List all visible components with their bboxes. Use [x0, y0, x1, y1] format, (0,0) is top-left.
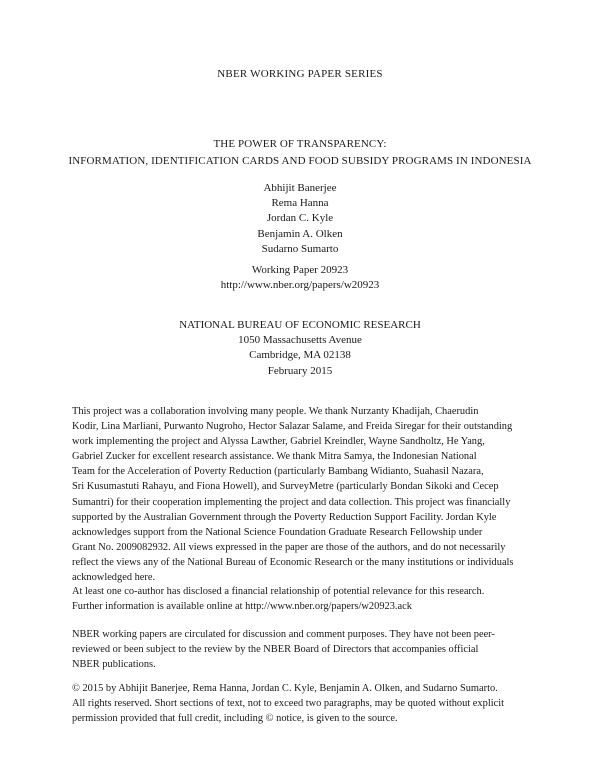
text-line: Further information is available online at http://www.nber.org/papers/w20923.ack [72, 601, 412, 613]
text-line: permission provided that full credit, including © notice, is given to the source. [72, 713, 398, 725]
working-paper-info [0, 263, 600, 293]
author-name: Rema Hanna [271, 197, 329, 210]
institution-name: NATIONAL BUREAU OF ECONOMIC RESEARCH [179, 319, 421, 331]
title-line-2: INFORMATION, IDENTIFICATION CARDS AND FOOD SUBSIDY PROGRAMS IN INDONESIA [68, 155, 532, 167]
author-name: Sudarno Sumarto [261, 242, 339, 255]
author-name: Abhijit Banerjee [263, 182, 337, 194]
text-line: supported by the Australian Government through the Poverty Reduction Support Facility. Jordan Kyle [72, 511, 497, 523]
author-name: Benjamin A. Olken [257, 227, 343, 240]
text-line: acknowledges support from the National Science Foundation Graduate Research Fellowship under [72, 526, 483, 538]
disclaimer-paragraph [72, 627, 546, 672]
text-line: © 2015 by Abhijit Banerjee, Rema Hanna, Jordan C. Kyle, Benjamin A. Olken, and Sudarno Sumarto. [72, 683, 498, 694]
working-paper-url[interactable]: http://www.nber.org/papers/w20923 [220, 279, 380, 291]
title-line-1: THE POWER OF TRANSPARENCY: [213, 138, 387, 150]
text-line: Kodir, Lina Marliani, Purwanto Nugroho, Hector Salazar Salame, and Freida Siregar for their outstanding [72, 421, 513, 433]
text-line: Sumantri) for their cooperation implementing the project and data collection. This project was financially [72, 496, 511, 508]
disclosure-paragraph [72, 584, 546, 614]
text-line: reflect the views any of the National Bureau of Economic Research or the many institutions or individuals [72, 556, 514, 568]
paper-title [0, 136, 600, 170]
institution-city: Cambridge, MA 02138 [249, 349, 351, 362]
text-line: acknowledged here. [72, 572, 156, 584]
author-list [0, 181, 600, 257]
publication-date: February 2015 [267, 364, 333, 377]
text-line: Team for the Acceleration of Poverty Reduction (particularly Bambang Widianto, Suahasil Nazara, [72, 466, 484, 478]
text-line: All rights reserved. Short sections of text, not to exceed two paragraphs, may be quoted without explicit [72, 698, 504, 710]
text-line: Sri Kusumastuti Rahayu, and Fiona Howell), and SurveyMetre (particularly Bondan Sikoki and Cecep [72, 481, 499, 493]
text-line: This project was a collaboration involving many people. We thank Nurzanty Khadijah, Chaerudin [72, 406, 479, 417]
text-line: reviewed or been subject to the review by the NBER Board of Directors that accompanies official [72, 644, 479, 656]
copyright-paragraph [72, 681, 546, 726]
working-paper-number: Working Paper 20923 [251, 264, 349, 276]
series-heading: NBER WORKING PAPER SERIES [217, 68, 383, 80]
author-name: Jordan C. Kyle [266, 212, 334, 225]
institution-street: 1050 Massachusetts Avenue [238, 334, 362, 347]
institution-block [0, 318, 600, 379]
text-line: NBER publications. [72, 659, 156, 671]
text-line: Gabriel Zucker for excellent research assistance. We thank Mitra Samya, the Indonesian National [72, 451, 477, 463]
acknowledgments-paragraph [72, 404, 546, 585]
text-line: Grant No. 2009082932. All views expressed in the paper are those of the authors, and do not necessarily [72, 541, 506, 553]
text-line: work implementing the project and Alyssa Lawther, Gabriel Kreindler, Wayne Sandholtz, He Yang, [72, 436, 485, 448]
text-line: NBER working papers are circulated for discussion and comment purposes. They have not been peer- [72, 629, 495, 640]
text-line: At least one co-author has disclosed a financial relationship of potential relevance for this research. [72, 586, 485, 597]
